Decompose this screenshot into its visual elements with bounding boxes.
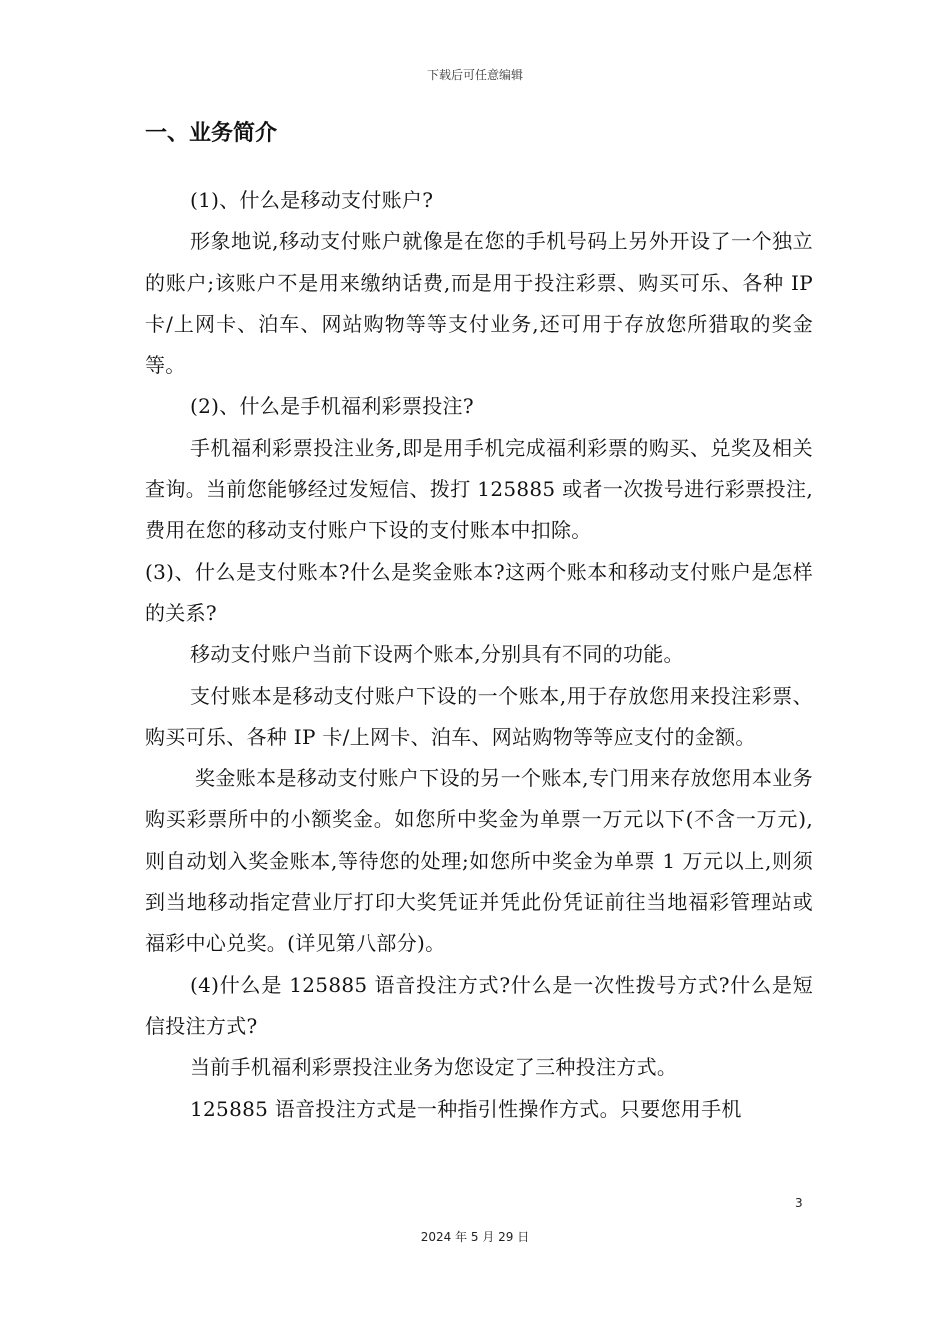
- paragraph-a1: 形象地说,移动支付账户就像是在您的手机号码上另外开设了一个独立的账户;该账户不是用来缴纳话费,而是用于投注彩票、购买可乐、各种 IP 卡/上网卡、泊车、网站购物等等支付业务,还可用于存放您所猎取的奖金等。: [145, 229, 813, 378]
- section-heading: 一、业务简介: [145, 121, 278, 146]
- paragraph-a3-intro: 移动支付账户当前下设两个账本,分别具有不同的功能。: [190, 642, 684, 667]
- page-number: 3: [795, 1196, 803, 1210]
- paragraph-a3-payment-book: 支付账本是移动支付账户下设的一个账本,用于存放您用来投注彩票、购买可乐、各种 IP 卡/上网卡、泊车、网站购物等等应支付的金额。: [145, 683, 813, 749]
- paragraph-q1: (1)、什么是移动支付账户?: [190, 188, 434, 212]
- paragraph-q4: (4)什么是 125885 语音投注方式?什么是一次性拨号方式?什么是短信投注方式?: [145, 972, 813, 1038]
- paragraph-a4-intro: 当前手机福利彩票投注业务为您设定了三种投注方式。: [190, 1055, 678, 1080]
- paragraph-a2: 手机福利彩票投注业务,即是用手机完成福利彩票的购买、兑奖及相关查询。当前您能够经过发短信、拨打 125885 或者一次拨号进行彩票投注,费用在您的移动支付账户下设的支付账本中扣除。: [145, 435, 813, 543]
- paragraph-a4-voice: 125885 语音投注方式是一种指引性操作方式。只要您用手机: [190, 1096, 742, 1121]
- paragraph-q3: (3)、什么是支付账本?什么是奖金账本?这两个账本和移动支付账户是怎样的关系?: [145, 559, 813, 625]
- document-body: [145, 116, 813, 1130]
- page-header: 下载后可任意编辑: [426, 68, 523, 82]
- page-footer-date: 2024 年 5 月 29 日: [420, 1230, 530, 1244]
- paragraph-a3-prize-book: 奖金账本是移动支付账户下设的另一个账本,专门用来存放您用本业务购买彩票所中的小额奖金。如您所中奖金为单票一万元以下(不含一万元),则自动划入奖金账本,等待您的处理;如您所中奖金为单票 1 万元以上,则须到当地移动指定营业厅打印大奖凭证并凭此份凭证前往当地福彩管理站或福彩中心兑奖。(详见第八部分)。: [145, 766, 813, 956]
- paragraph-q2: (2)、什么是手机福利彩票投注?: [190, 394, 474, 419]
